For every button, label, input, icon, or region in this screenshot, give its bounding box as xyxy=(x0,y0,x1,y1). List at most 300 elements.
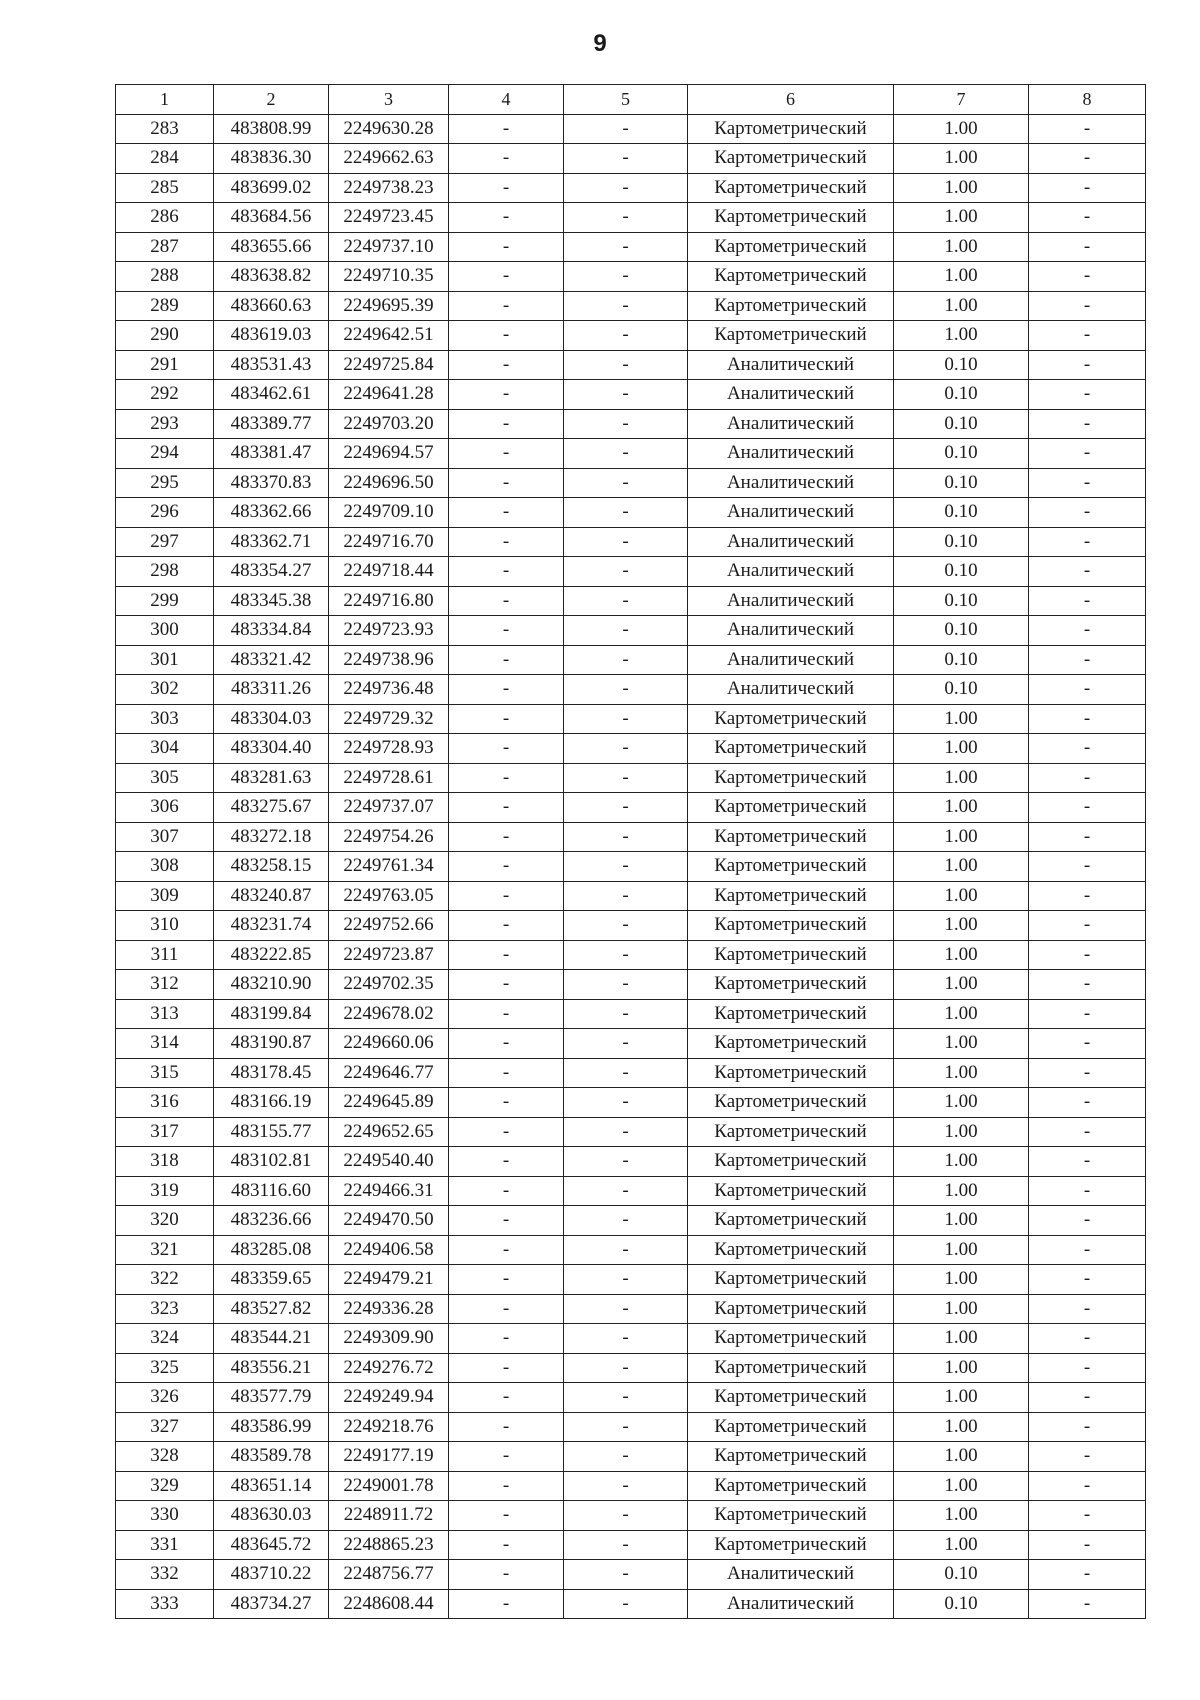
column-5-cell: - xyxy=(564,1294,688,1324)
x-coordinate-cell: 483808.99 xyxy=(214,114,329,144)
column-8-cell: - xyxy=(1029,1058,1146,1088)
point-number-cell: 311 xyxy=(116,940,214,970)
y-coordinate-cell: 2249694.57 xyxy=(329,439,449,469)
column-4-cell: - xyxy=(449,1501,564,1531)
column-5-cell: - xyxy=(564,173,688,203)
column-header: 6 xyxy=(688,85,894,115)
column-header: 3 xyxy=(329,85,449,115)
table-row xyxy=(116,1530,1146,1560)
accuracy-cell: 1.00 xyxy=(894,940,1029,970)
point-number-cell: 305 xyxy=(116,763,214,793)
y-coordinate-cell: 2248911.72 xyxy=(329,1501,449,1531)
x-coordinate-cell: 483178.45 xyxy=(214,1058,329,1088)
x-coordinate-cell: 483240.87 xyxy=(214,881,329,911)
point-number-cell: 296 xyxy=(116,498,214,528)
column-4-cell: - xyxy=(449,468,564,498)
y-coordinate-cell: 2249709.10 xyxy=(329,498,449,528)
table-row xyxy=(116,675,1146,705)
accuracy-cell: 1.00 xyxy=(894,1471,1029,1501)
column-8-cell: - xyxy=(1029,1383,1146,1413)
method-cell: Картометрический xyxy=(688,232,894,262)
column-5-cell: - xyxy=(564,1560,688,1590)
table-row xyxy=(116,114,1146,144)
column-8-cell: - xyxy=(1029,350,1146,380)
table-row xyxy=(116,1176,1146,1206)
x-coordinate-cell: 483734.27 xyxy=(214,1589,329,1619)
accuracy-cell: 0.10 xyxy=(894,1589,1029,1619)
column-8-cell: - xyxy=(1029,970,1146,1000)
table-row xyxy=(116,1383,1146,1413)
y-coordinate-cell: 2249738.96 xyxy=(329,645,449,675)
method-cell: Картометрический xyxy=(688,970,894,1000)
accuracy-cell: 1.00 xyxy=(894,144,1029,174)
column-5-cell: - xyxy=(564,616,688,646)
column-5-cell: - xyxy=(564,940,688,970)
column-5-cell: - xyxy=(564,498,688,528)
method-cell: Картометрический xyxy=(688,262,894,292)
table-row xyxy=(116,1589,1146,1619)
method-cell: Аналитический xyxy=(688,498,894,528)
y-coordinate-cell: 2249336.28 xyxy=(329,1294,449,1324)
point-number-cell: 284 xyxy=(116,144,214,174)
column-5-cell: - xyxy=(564,1383,688,1413)
column-5-cell: - xyxy=(564,232,688,262)
column-5-cell: - xyxy=(564,557,688,587)
table-row xyxy=(116,1058,1146,1088)
method-cell: Картометрический xyxy=(688,144,894,174)
table-row xyxy=(116,1294,1146,1324)
table-header-row xyxy=(116,85,1146,115)
column-8-cell: - xyxy=(1029,793,1146,823)
table-row xyxy=(116,409,1146,439)
y-coordinate-cell: 2249309.90 xyxy=(329,1324,449,1354)
point-number-cell: 292 xyxy=(116,380,214,410)
x-coordinate-cell: 483556.21 xyxy=(214,1353,329,1383)
point-number-cell: 303 xyxy=(116,704,214,734)
x-coordinate-cell: 483655.66 xyxy=(214,232,329,262)
column-4-cell: - xyxy=(449,1088,564,1118)
y-coordinate-cell: 2249737.07 xyxy=(329,793,449,823)
table-row xyxy=(116,1029,1146,1059)
column-4-cell: - xyxy=(449,291,564,321)
x-coordinate-cell: 483222.85 xyxy=(214,940,329,970)
accuracy-cell: 1.00 xyxy=(894,1412,1029,1442)
y-coordinate-cell: 2249249.94 xyxy=(329,1383,449,1413)
table-row xyxy=(116,203,1146,233)
accuracy-cell: 0.10 xyxy=(894,645,1029,675)
x-coordinate-cell: 483275.67 xyxy=(214,793,329,823)
column-5-cell: - xyxy=(564,1530,688,1560)
table-row xyxy=(116,881,1146,911)
column-4-cell: - xyxy=(449,822,564,852)
x-coordinate-cell: 483589.78 xyxy=(214,1442,329,1472)
accuracy-cell: 0.10 xyxy=(894,380,1029,410)
column-4-cell: - xyxy=(449,881,564,911)
x-coordinate-cell: 483544.21 xyxy=(214,1324,329,1354)
x-coordinate-cell: 483586.99 xyxy=(214,1412,329,1442)
x-coordinate-cell: 483359.65 xyxy=(214,1265,329,1295)
page-number: 9 xyxy=(593,30,607,57)
accuracy-cell: 1.00 xyxy=(894,999,1029,1029)
column-4-cell: - xyxy=(449,1117,564,1147)
method-cell: Аналитический xyxy=(688,645,894,675)
method-cell: Аналитический xyxy=(688,439,894,469)
y-coordinate-cell: 2249276.72 xyxy=(329,1353,449,1383)
table-row xyxy=(116,498,1146,528)
y-coordinate-cell: 2249652.65 xyxy=(329,1117,449,1147)
column-5-cell: - xyxy=(564,970,688,1000)
column-5-cell: - xyxy=(564,439,688,469)
column-5-cell: - xyxy=(564,1589,688,1619)
y-coordinate-cell: 2249479.21 xyxy=(329,1265,449,1295)
accuracy-cell: 0.10 xyxy=(894,586,1029,616)
column-header: 8 xyxy=(1029,85,1146,115)
column-4-cell: - xyxy=(449,1353,564,1383)
x-coordinate-cell: 483527.82 xyxy=(214,1294,329,1324)
table-row xyxy=(116,911,1146,941)
table-row xyxy=(116,380,1146,410)
y-coordinate-cell: 2249716.80 xyxy=(329,586,449,616)
point-number-cell: 319 xyxy=(116,1176,214,1206)
column-4-cell: - xyxy=(449,114,564,144)
column-8-cell: - xyxy=(1029,1029,1146,1059)
accuracy-cell: 1.00 xyxy=(894,1206,1029,1236)
accuracy-cell: 1.00 xyxy=(894,1176,1029,1206)
point-number-cell: 330 xyxy=(116,1501,214,1531)
x-coordinate-cell: 483381.47 xyxy=(214,439,329,469)
y-coordinate-cell: 2249738.23 xyxy=(329,173,449,203)
accuracy-cell: 1.00 xyxy=(894,1029,1029,1059)
method-cell: Картометрический xyxy=(688,734,894,764)
column-5-cell: - xyxy=(564,1471,688,1501)
method-cell: Картометрический xyxy=(688,1294,894,1324)
method-cell: Картометрический xyxy=(688,1235,894,1265)
table-row xyxy=(116,350,1146,380)
table-row xyxy=(116,1442,1146,1472)
column-8-cell: - xyxy=(1029,1353,1146,1383)
accuracy-cell: 1.00 xyxy=(894,203,1029,233)
column-8-cell: - xyxy=(1029,822,1146,852)
point-number-cell: 295 xyxy=(116,468,214,498)
x-coordinate-cell: 483836.30 xyxy=(214,144,329,174)
column-4-cell: - xyxy=(449,793,564,823)
table-row xyxy=(116,704,1146,734)
method-cell: Картометрический xyxy=(688,1088,894,1118)
accuracy-cell: 1.00 xyxy=(894,1501,1029,1531)
column-8-cell: - xyxy=(1029,1560,1146,1590)
column-8-cell: - xyxy=(1029,852,1146,882)
table-body xyxy=(116,114,1146,1619)
point-number-cell: 313 xyxy=(116,999,214,1029)
x-coordinate-cell: 483231.74 xyxy=(214,911,329,941)
accuracy-cell: 1.00 xyxy=(894,1088,1029,1118)
point-number-cell: 283 xyxy=(116,114,214,144)
accuracy-cell: 1.00 xyxy=(894,852,1029,882)
table-row xyxy=(116,1471,1146,1501)
y-coordinate-cell: 2249470.50 xyxy=(329,1206,449,1236)
method-cell: Картометрический xyxy=(688,203,894,233)
x-coordinate-cell: 483345.38 xyxy=(214,586,329,616)
column-4-cell: - xyxy=(449,1589,564,1619)
column-5-cell: - xyxy=(564,527,688,557)
table-row xyxy=(116,439,1146,469)
column-4-cell: - xyxy=(449,557,564,587)
y-coordinate-cell: 2249725.84 xyxy=(329,350,449,380)
column-4-cell: - xyxy=(449,173,564,203)
column-4-cell: - xyxy=(449,586,564,616)
column-4-cell: - xyxy=(449,232,564,262)
x-coordinate-cell: 483334.84 xyxy=(214,616,329,646)
column-5-cell: - xyxy=(564,1029,688,1059)
method-cell: Картометрический xyxy=(688,1353,894,1383)
y-coordinate-cell: 2249736.48 xyxy=(329,675,449,705)
column-5-cell: - xyxy=(564,911,688,941)
column-4-cell: - xyxy=(449,1294,564,1324)
column-5-cell: - xyxy=(564,1412,688,1442)
accuracy-cell: 1.00 xyxy=(894,793,1029,823)
column-5-cell: - xyxy=(564,793,688,823)
method-cell: Аналитический xyxy=(688,1560,894,1590)
accuracy-cell: 0.10 xyxy=(894,557,1029,587)
point-number-cell: 326 xyxy=(116,1383,214,1413)
x-coordinate-cell: 483285.08 xyxy=(214,1235,329,1265)
y-coordinate-cell: 2249696.50 xyxy=(329,468,449,498)
y-coordinate-cell: 2249466.31 xyxy=(329,1176,449,1206)
y-coordinate-cell: 2249737.10 xyxy=(329,232,449,262)
y-coordinate-cell: 2249723.87 xyxy=(329,940,449,970)
point-number-cell: 297 xyxy=(116,527,214,557)
accuracy-cell: 1.00 xyxy=(894,291,1029,321)
table-row xyxy=(116,616,1146,646)
x-coordinate-cell: 483710.22 xyxy=(214,1560,329,1590)
table-row xyxy=(116,793,1146,823)
x-coordinate-cell: 483304.40 xyxy=(214,734,329,764)
method-cell: Картометрический xyxy=(688,940,894,970)
point-number-cell: 307 xyxy=(116,822,214,852)
column-5-cell: - xyxy=(564,321,688,351)
column-8-cell: - xyxy=(1029,114,1146,144)
column-8-cell: - xyxy=(1029,203,1146,233)
column-4-cell: - xyxy=(449,144,564,174)
y-coordinate-cell: 2249728.61 xyxy=(329,763,449,793)
x-coordinate-cell: 483699.02 xyxy=(214,173,329,203)
column-8-cell: - xyxy=(1029,999,1146,1029)
y-coordinate-cell: 2249702.35 xyxy=(329,970,449,1000)
point-number-cell: 306 xyxy=(116,793,214,823)
accuracy-cell: 1.00 xyxy=(894,911,1029,941)
column-4-cell: - xyxy=(449,734,564,764)
method-cell: Картометрический xyxy=(688,793,894,823)
y-coordinate-cell: 2249678.02 xyxy=(329,999,449,1029)
column-8-cell: - xyxy=(1029,704,1146,734)
point-number-cell: 320 xyxy=(116,1206,214,1236)
column-5-cell: - xyxy=(564,203,688,233)
column-8-cell: - xyxy=(1029,468,1146,498)
method-cell: Картометрический xyxy=(688,1383,894,1413)
column-8-cell: - xyxy=(1029,409,1146,439)
column-4-cell: - xyxy=(449,940,564,970)
column-4-cell: - xyxy=(449,1412,564,1442)
method-cell: Картометрический xyxy=(688,852,894,882)
accuracy-cell: 1.00 xyxy=(894,822,1029,852)
x-coordinate-cell: 483531.43 xyxy=(214,350,329,380)
point-number-cell: 332 xyxy=(116,1560,214,1590)
column-4-cell: - xyxy=(449,350,564,380)
point-number-cell: 289 xyxy=(116,291,214,321)
method-cell: Картометрический xyxy=(688,1530,894,1560)
method-cell: Аналитический xyxy=(688,350,894,380)
method-cell: Картометрический xyxy=(688,1206,894,1236)
x-coordinate-cell: 483199.84 xyxy=(214,999,329,1029)
method-cell: Картометрический xyxy=(688,1265,894,1295)
table-row xyxy=(116,645,1146,675)
column-5-cell: - xyxy=(564,704,688,734)
column-8-cell: - xyxy=(1029,144,1146,174)
method-cell: Картометрический xyxy=(688,1412,894,1442)
x-coordinate-cell: 483389.77 xyxy=(214,409,329,439)
column-8-cell: - xyxy=(1029,321,1146,351)
column-5-cell: - xyxy=(564,1176,688,1206)
column-4-cell: - xyxy=(449,616,564,646)
y-coordinate-cell: 2249729.32 xyxy=(329,704,449,734)
column-4-cell: - xyxy=(449,1058,564,1088)
table-row xyxy=(116,822,1146,852)
accuracy-cell: 0.10 xyxy=(894,468,1029,498)
table-row xyxy=(116,586,1146,616)
column-8-cell: - xyxy=(1029,940,1146,970)
column-5-cell: - xyxy=(564,1117,688,1147)
x-coordinate-cell: 483362.71 xyxy=(214,527,329,557)
y-coordinate-cell: 2249728.93 xyxy=(329,734,449,764)
x-coordinate-cell: 483684.56 xyxy=(214,203,329,233)
table-row xyxy=(116,262,1146,292)
y-coordinate-cell: 2249723.93 xyxy=(329,616,449,646)
column-8-cell: - xyxy=(1029,1147,1146,1177)
table-row xyxy=(116,970,1146,1000)
y-coordinate-cell: 2249177.19 xyxy=(329,1442,449,1472)
x-coordinate-cell: 483258.15 xyxy=(214,852,329,882)
y-coordinate-cell: 2249716.70 xyxy=(329,527,449,557)
y-coordinate-cell: 2249660.06 xyxy=(329,1029,449,1059)
accuracy-cell: 1.00 xyxy=(894,1324,1029,1354)
table-row xyxy=(116,1088,1146,1118)
method-cell: Картометрический xyxy=(688,1029,894,1059)
accuracy-cell: 1.00 xyxy=(894,1235,1029,1265)
x-coordinate-cell: 483462.61 xyxy=(214,380,329,410)
table-row xyxy=(116,144,1146,174)
column-5-cell: - xyxy=(564,291,688,321)
column-8-cell: - xyxy=(1029,881,1146,911)
column-4-cell: - xyxy=(449,1442,564,1472)
x-coordinate-cell: 483354.27 xyxy=(214,557,329,587)
y-coordinate-cell: 2249645.89 xyxy=(329,1088,449,1118)
point-number-cell: 314 xyxy=(116,1029,214,1059)
method-cell: Аналитический xyxy=(688,409,894,439)
column-5-cell: - xyxy=(564,1324,688,1354)
x-coordinate-cell: 483619.03 xyxy=(214,321,329,351)
column-5-cell: - xyxy=(564,1353,688,1383)
accuracy-cell: 1.00 xyxy=(894,232,1029,262)
column-8-cell: - xyxy=(1029,1530,1146,1560)
column-4-cell: - xyxy=(449,999,564,1029)
x-coordinate-cell: 483362.66 xyxy=(214,498,329,528)
x-coordinate-cell: 483321.42 xyxy=(214,645,329,675)
table-row xyxy=(116,1501,1146,1531)
point-number-cell: 322 xyxy=(116,1265,214,1295)
column-8-cell: - xyxy=(1029,527,1146,557)
column-8-cell: - xyxy=(1029,1176,1146,1206)
accuracy-cell: 0.10 xyxy=(894,498,1029,528)
column-4-cell: - xyxy=(449,1265,564,1295)
column-4-cell: - xyxy=(449,380,564,410)
method-cell: Картометрический xyxy=(688,1176,894,1206)
accuracy-cell: 0.10 xyxy=(894,439,1029,469)
accuracy-cell: 0.10 xyxy=(894,350,1029,380)
accuracy-cell: 0.10 xyxy=(894,1560,1029,1590)
x-coordinate-cell: 483272.18 xyxy=(214,822,329,852)
table-row xyxy=(116,1265,1146,1295)
method-cell: Картометрический xyxy=(688,704,894,734)
point-number-cell: 315 xyxy=(116,1058,214,1088)
column-5-cell: - xyxy=(564,409,688,439)
column-8-cell: - xyxy=(1029,173,1146,203)
method-cell: Картометрический xyxy=(688,1324,894,1354)
column-8-cell: - xyxy=(1029,645,1146,675)
x-coordinate-cell: 483102.81 xyxy=(214,1147,329,1177)
column-5-cell: - xyxy=(564,852,688,882)
point-number-cell: 309 xyxy=(116,881,214,911)
column-4-cell: - xyxy=(449,1530,564,1560)
point-number-cell: 293 xyxy=(116,409,214,439)
x-coordinate-cell: 483304.03 xyxy=(214,704,329,734)
y-coordinate-cell: 2249642.51 xyxy=(329,321,449,351)
point-number-cell: 285 xyxy=(116,173,214,203)
column-4-cell: - xyxy=(449,527,564,557)
column-5-cell: - xyxy=(564,350,688,380)
table-row xyxy=(116,940,1146,970)
accuracy-cell: 1.00 xyxy=(894,1058,1029,1088)
point-number-cell: 321 xyxy=(116,1235,214,1265)
column-8-cell: - xyxy=(1029,1206,1146,1236)
table-row xyxy=(116,1324,1146,1354)
column-4-cell: - xyxy=(449,203,564,233)
table-row xyxy=(116,734,1146,764)
column-header: 1 xyxy=(116,85,214,115)
x-coordinate-cell: 483116.60 xyxy=(214,1176,329,1206)
column-5-cell: - xyxy=(564,763,688,793)
method-cell: Аналитический xyxy=(688,468,894,498)
column-5-cell: - xyxy=(564,999,688,1029)
method-cell: Аналитический xyxy=(688,675,894,705)
column-8-cell: - xyxy=(1029,1442,1146,1472)
column-4-cell: - xyxy=(449,439,564,469)
point-number-cell: 312 xyxy=(116,970,214,1000)
column-4-cell: - xyxy=(449,1471,564,1501)
column-header: 5 xyxy=(564,85,688,115)
accuracy-cell: 1.00 xyxy=(894,321,1029,351)
accuracy-cell: 1.00 xyxy=(894,970,1029,1000)
method-cell: Аналитический xyxy=(688,527,894,557)
point-number-cell: 290 xyxy=(116,321,214,351)
point-number-cell: 291 xyxy=(116,350,214,380)
column-8-cell: - xyxy=(1029,1589,1146,1619)
method-cell: Картометрический xyxy=(688,1501,894,1531)
column-header: 4 xyxy=(449,85,564,115)
x-coordinate-cell: 483210.90 xyxy=(214,970,329,1000)
accuracy-cell: 1.00 xyxy=(894,881,1029,911)
column-4-cell: - xyxy=(449,1235,564,1265)
column-8-cell: - xyxy=(1029,557,1146,587)
